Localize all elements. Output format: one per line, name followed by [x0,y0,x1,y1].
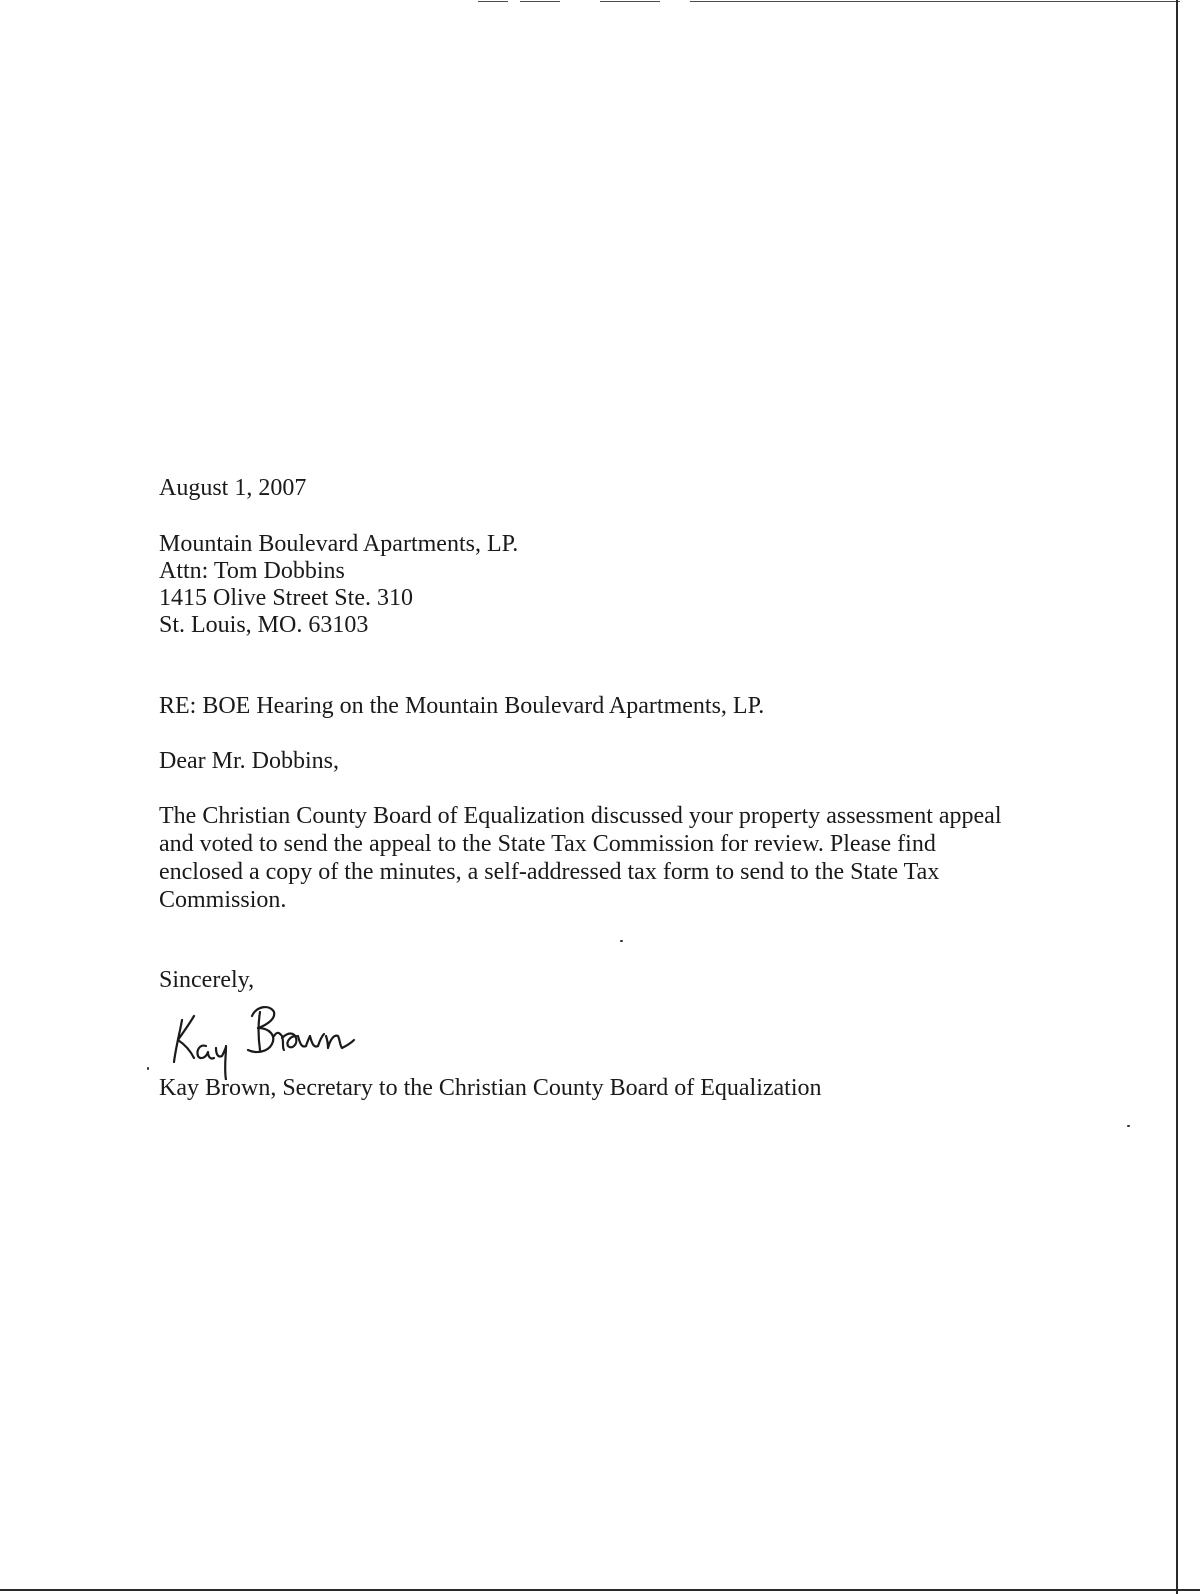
subject-line: RE: BOE Hearing on the Mountain Boulevard Apartments, LP. [159,693,765,719]
body-paragraph [159,802,1002,914]
recipient-attn: Attn: Tom Dobbins [159,558,345,584]
scan-edge-top [520,1,560,2]
recipient-street: 1415 Olive Street Ste. 310 [159,585,413,611]
scan-edge-top [690,1,1180,2]
closing: Sincerely, [159,967,255,993]
recipient-city: St. Louis, MO. 63103 [159,612,369,638]
salutation: Dear Mr. Dobbins, [159,748,339,774]
body-line: and voted to send the appeal to the State Tax Commission for review. Please find [159,831,936,857]
scan-speck [147,1067,149,1070]
scan-edge-bottom [0,1589,1200,1591]
body-line: Commission. [159,887,287,913]
body-line: enclosed a copy of the minutes, a self-addressed tax form to send to the State Tax [159,859,940,885]
scan-edge-top [600,1,660,2]
scan-speck [620,940,623,942]
signature-line: Kay Brown, Secretary to the Christian County Board of Equalization [159,1075,822,1101]
scan-speck [1127,1125,1130,1127]
scan-edge-top [478,1,508,2]
letter-date: August 1, 2007 [159,475,307,501]
handwritten-signature [160,992,370,1080]
recipient-name: Mountain Boulevard Apartments, LP. [159,531,519,557]
scan-edge-right [1176,0,1178,1594]
body-line: The Christian County Board of Equalization discussed your property assessment appeal [159,803,1002,829]
